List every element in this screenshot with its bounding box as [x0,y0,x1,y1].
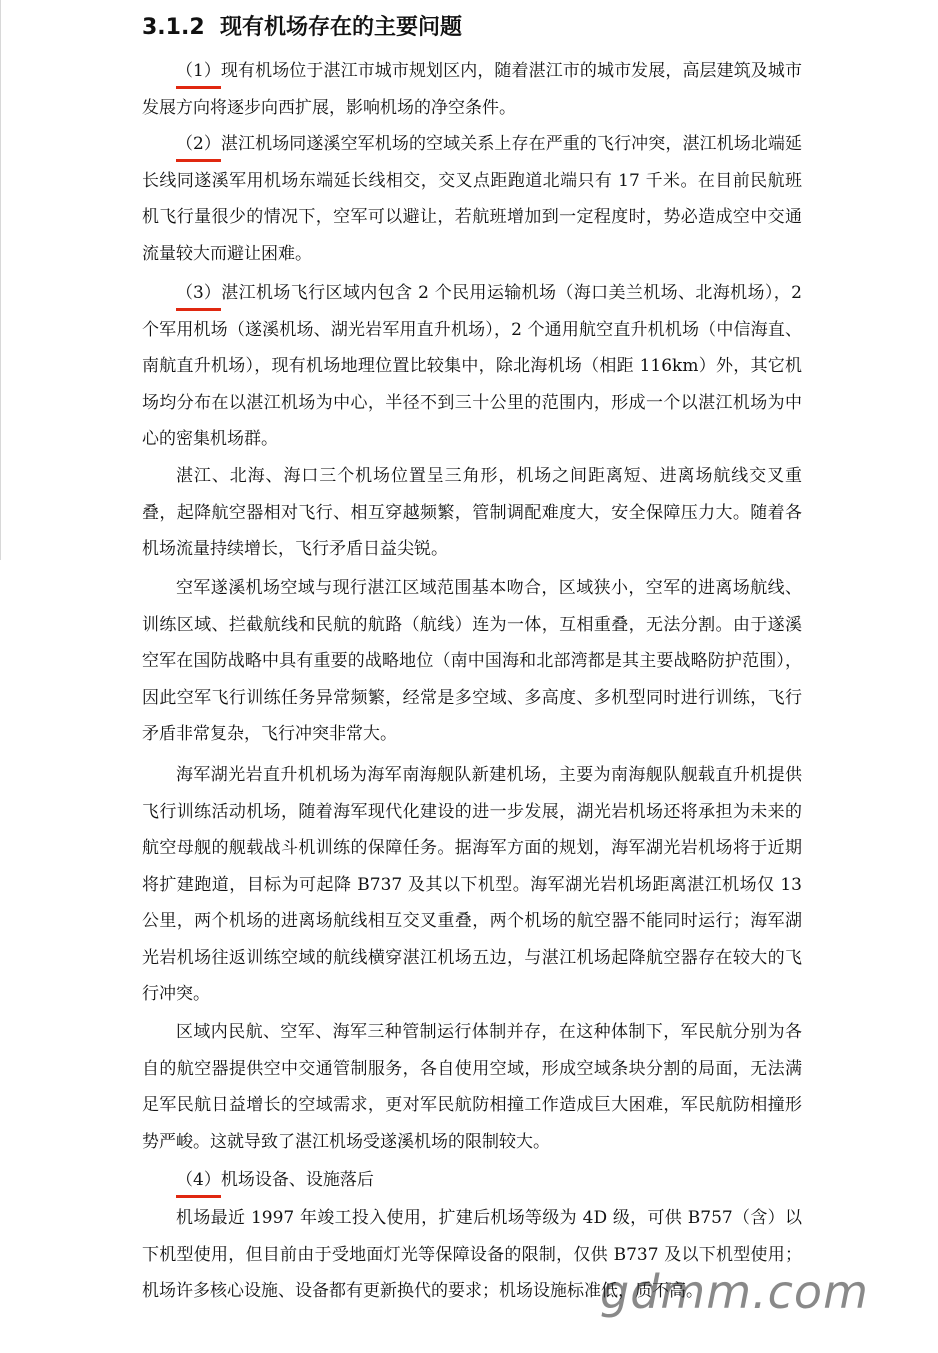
watermark: gdmm.com [600,1265,869,1319]
paragraph-1: （1）现有机场位于湛江市城市规划区内，随着湛江市的城市发展，高层建筑及城市发展方向将逐步向西扩展，影响机场的净空条件。 [142,53,802,126]
list-marker-4: （4） [176,1162,221,1199]
paragraph-2: （2）湛江机场同遂溪空军机场的空域关系上存在严重的飞行冲突，湛江机场北端延长线同遂溪军用机场东端延长线相交，交叉点距跑道北端只有 17 千米。在目前民航班机飞行量很少的情况下，空军可以避让，若航班增加到一定程度时，势必造成空中交通流量较大而避让困难。 [142,126,802,272]
list-marker-2: （2） [176,126,221,163]
paragraph-8: （4）机场设备、设施落后 [142,1162,802,1199]
paragraph-9: 机场最近 1997 年竣工投入使用，扩建后机场等级为 4D 级，可供 B757（含）以下机型使用，但目前由于受地面灯光等保障设备的限制，仅供 B737 及以下机型使用；机场许多核心设施、设备都有更新换代的要求；机场设施标准低，质不高。 [142,1208,802,1301]
page-edge-line [0,0,1,560]
section-title: 现有机场存在的主要问题 [219,15,462,40]
list-marker-3: （3） [176,275,221,312]
section-heading [142,10,462,46]
paragraph-6: 海军湖光岩直升机机场为海军南海舰队新建机场，主要为南海舰队舰载直升机提供飞行训练活动机场，随着海军现代化建设的进一步发展，湖光岩机场还将承担为未来的航空母舰的舰载战斗机训练的保障任务。据海军方面的规划，海军湖光岩机场将于近期将扩建跑道，目标为可起降 B737 及其以下机型。海军湖光岩机场距离湛江机场仅 13 公里，两个机场的进离场航线相互交叉重叠，两个机场的航空器不能同时运行；海军湖光岩机场往返训练空域的航线横穿湛江机场五边，与湛江机场起降航空器存在较大的飞行冲突。 [142,765,802,1004]
paragraph-4: 湛江、北海、海口三个机场位置呈三角形，机场之间距离短、进离场航线交叉重叠，起降航空器相对飞行、相互穿越频繁，管制调配难度大，安全保障压力大。随着各机场流量持续增长，飞行矛盾日益尖锐。 [142,466,802,559]
list-marker-1: （1） [176,53,221,90]
paragraph-7: 区域内民航、空军、海军三种管制运行体制并存，在这种体制下，军民航分别为各自的航空器提供空中交通管制服务，各自使用空域，形成空域条块分割的局面，无法满足军民航日益增长的空域需求，更对军民航防相撞工作造成巨大困难，军民航防相撞形势严峻。这就导致了湛江机场受遂溪机场的限制较大。 [142,1022,802,1152]
paragraph-3: （3）湛江机场飞行区域内包含 2 个民用运输机场（海口美兰机场、北海机场），2 个军用机场（遂溪机场、湖光岩军用直升机场），2 个通用航空直升机机场（中信海直、南航直升机场），现有机场地理位置比较集中，除北海机场（相距 116km）外，其它机场均分布在以湛江机场为中心，半径不到三十公里的范围内，形成一个以湛江机场为中心的密集机场群。 [142,275,802,458]
section-number: 3.1.2 [142,15,205,40]
paragraph-5: 空军遂溪机场空域与现行湛江区域范围基本吻合，区域狭小，空军的进离场航线、训练区域、拦截航线和民航的航路（航线）连为一体，互相重叠，无法分割。由于遂溪空军在国防战略中具有重要的战略地位（南中国海和北部湾都是其主要战略防护范围），因此空军飞行训练任务异常频繁，经常是多空域、多高度、多机型同时进行训练，飞行矛盾非常复杂，飞行冲突非常大。 [142,578,802,744]
